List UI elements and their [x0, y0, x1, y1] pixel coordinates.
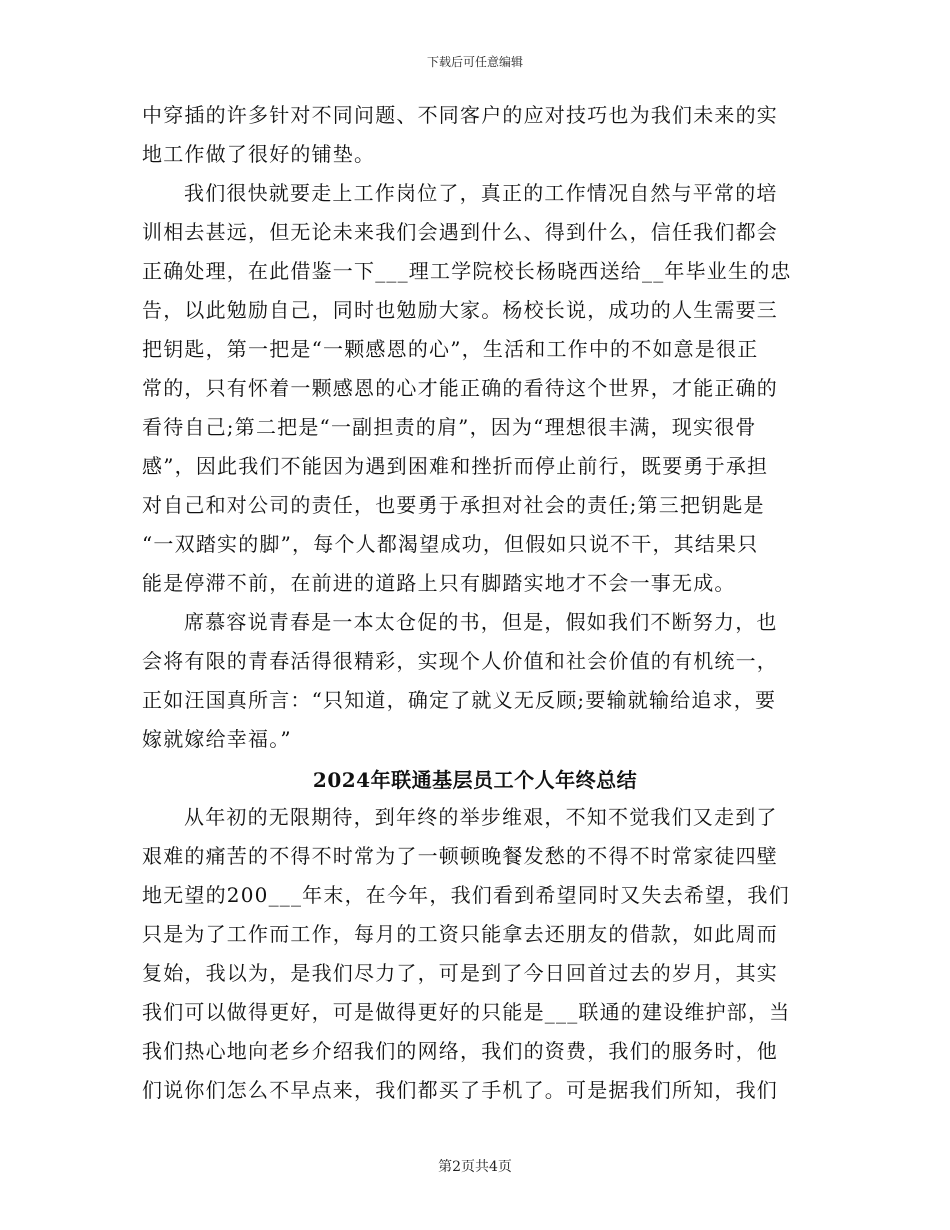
text-line: 把钥匙，第一把是“一颗感恩的心”，生活和工作中的不如意是很正: [142, 337, 759, 361]
paragraph-2: [142, 174, 808, 603]
text-line: 我们热心地向老乡介绍我们的网络，我们的资费，我们的服务时，他: [142, 1039, 778, 1063]
text-line: 们说你们怎么不早点来，我们都买了手机了。可是据我们所知，我们: [142, 1078, 778, 1102]
text-line: 嫁就嫁给幸福。”: [142, 727, 292, 751]
text-line: 感”，因此我们不能因为遇到困难和挫折而停止前行，既要勇于承担: [142, 454, 769, 478]
text-line: “一双踏实的脚”，每个人都渴望成功，但假如只说不干，其结果只: [142, 532, 759, 556]
text-line: 席慕容说青春是一本太仓促的书，但是，假如我们不断努力，也: [184, 610, 778, 634]
text-line: 地无望的200___年末，在今年，我们看到希望同时又失去希望，我们: [142, 883, 790, 907]
document-body: [142, 96, 808, 1110]
text-line: 复始，我以为，是我们尽力了，可是到了今日回首过去的岁月，其实: [142, 961, 778, 985]
text-line: 常的，只有怀着一颗感恩的心才能正确的看待这个世界，才能正确的: [142, 376, 778, 400]
paragraph-1: [142, 96, 808, 174]
text-line: 中穿插的许多针对不同问题、不同客户的应对技巧也为我们未来的实: [142, 103, 778, 127]
page-number: 第2页共4页: [438, 1159, 512, 1175]
text-line: 从年初的无限期待，到年终的举步维艰，不知不觉我们又走到了: [184, 805, 778, 829]
text-line: 艰难的痛苦的不得不时常为了一顿顿晚餐发愁的不得不时常家徒四壁: [142, 844, 778, 868]
text-line: 我们可以做得更好，可是做得更好的只能是___联通的建设维护部，当: [142, 1000, 791, 1024]
text-line: 看待自己;第二把是“一副担责的肩”，因为“理想很丰满，现实很骨: [142, 415, 757, 439]
text-line: 正如汪国真所言：“只知道，确定了就义无反顾;要输就输给追求，要: [142, 688, 777, 712]
text-line: 只是为了工作而工作，每月的工资只能拿去还朋友的借款，如此周而: [142, 922, 778, 946]
text-line: 会将有限的青春活得很精彩，实现个人价值和社会价值的有机统一，: [142, 649, 778, 673]
text-line: 对自己和对公司的责任，也要勇于承担对社会的责任;第三把钥匙是: [142, 493, 765, 517]
text-line: 我们很快就要走上工作岗位了，真正的工作情况自然与平常的培: [184, 181, 778, 205]
text-line: 能是停滞不前，在前进的道路上只有脚踏实地才不会一事无成。: [142, 571, 736, 595]
text-line: 告，以此勉励自己，同时也勉励大家。杨校长说，成功的人生需要三: [142, 298, 778, 322]
text-line: 地工作做了很好的铺垫。: [142, 142, 376, 166]
section-title: 2024年联通基层员工个人年终总结: [312, 768, 638, 792]
header-note: 下载后可任意编辑: [426, 55, 523, 69]
text-line: 训相去甚远，但无论未来我们会遇到什么、得到什么，信任我们都会: [142, 220, 778, 244]
paragraph-3: [142, 603, 808, 759]
paragraph-4: [142, 798, 808, 1110]
text-line: 正确处理，在此借鉴一下___理工学院校长杨晓西送给__年毕业生的忠: [142, 259, 792, 283]
